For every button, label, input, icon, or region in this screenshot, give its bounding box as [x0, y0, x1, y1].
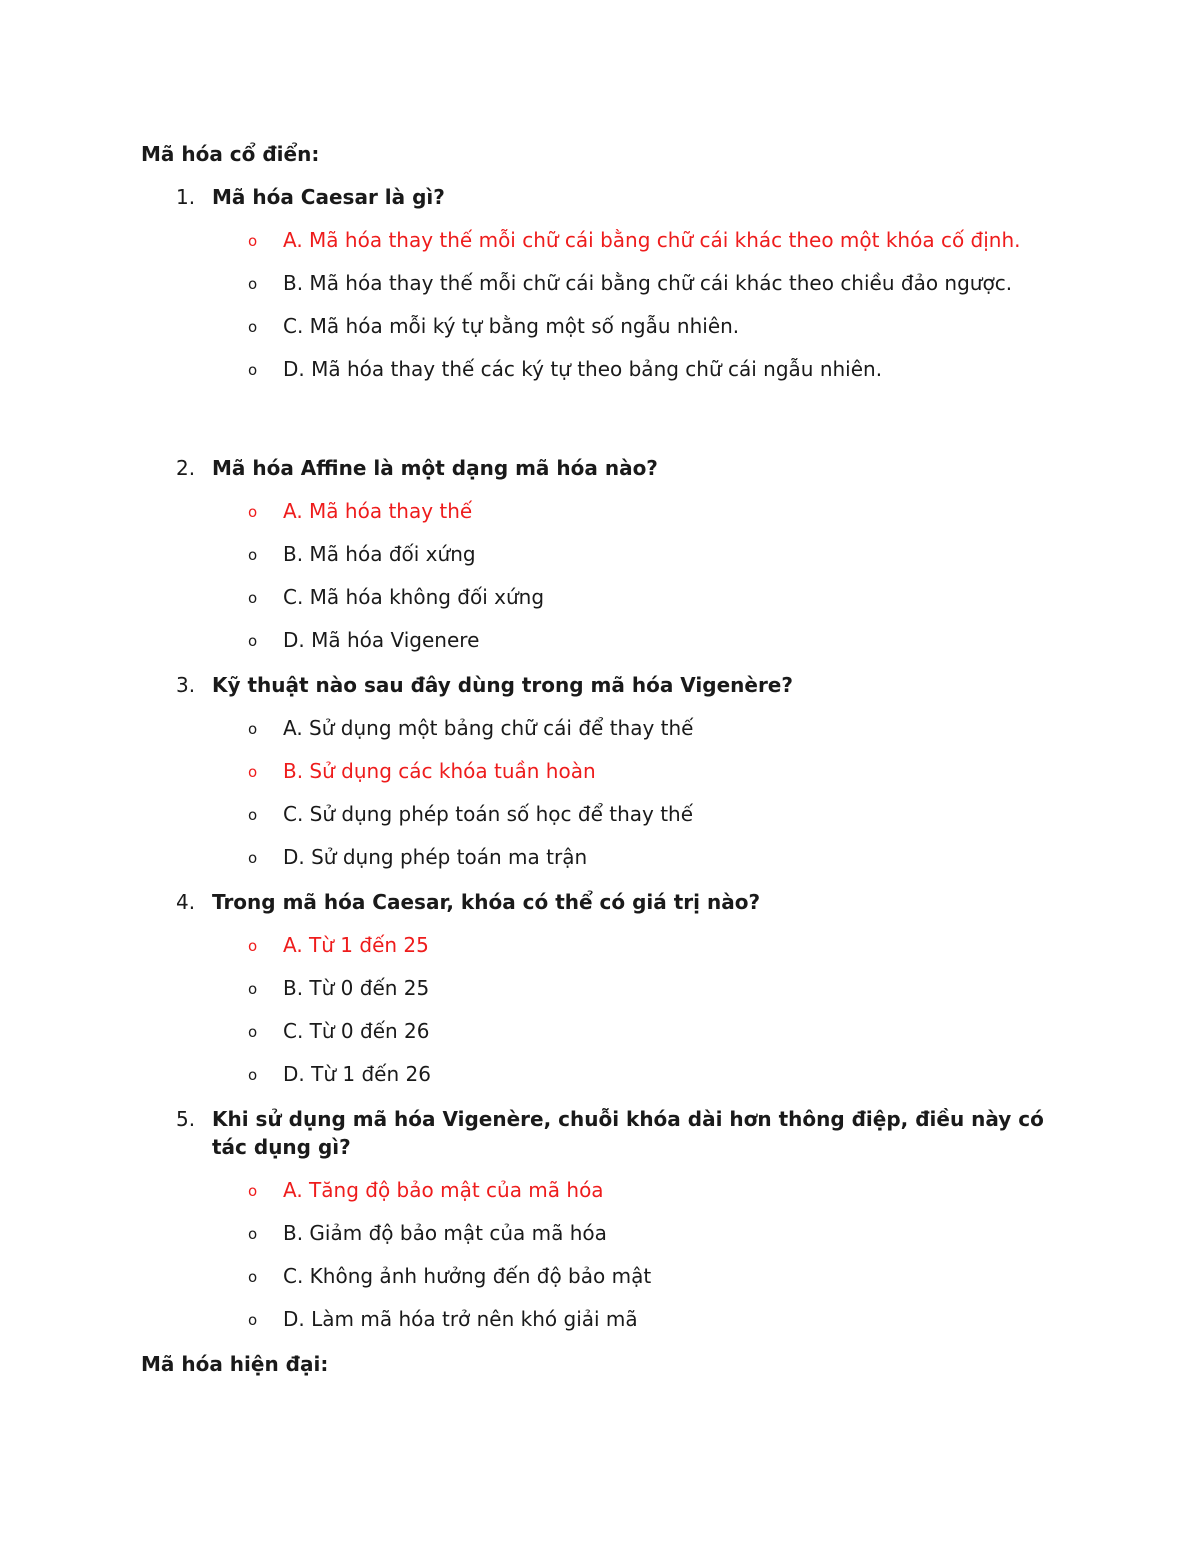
- option-list: [0, 497, 1200, 654]
- bullet-icon: o: [248, 1066, 258, 1084]
- bullet-icon: o: [248, 937, 258, 955]
- option-c: o C. Không ảnh hưởng đến độ bảo mật: [0, 1262, 1200, 1290]
- bullet-icon: o: [248, 361, 258, 379]
- question-3: [0, 671, 1200, 871]
- option-a: o A. Tăng độ bảo mật của mã hóa: [0, 1176, 1200, 1204]
- bullet-icon: o: [248, 1311, 258, 1329]
- option-b: o B. Mã hóa đối xứng: [0, 540, 1200, 568]
- option-b: o B. Mã hóa thay thế mỗi chữ cái bằng chữ cái khác theo chiều đảo ngược.: [0, 269, 1200, 297]
- bullet-icon: o: [248, 849, 258, 867]
- option-list: [0, 1176, 1200, 1333]
- question-text: 2. Mã hóa Affine là một dạng mã hóa nào?: [176, 456, 658, 480]
- question-number: 3.: [176, 673, 196, 697]
- option-a: o A. Từ 1 đến 25: [0, 931, 1200, 959]
- option-b: o B. Sử dụng các khóa tuần hoàn: [0, 757, 1200, 785]
- option-c: o C. Mã hóa không đối xứng: [0, 583, 1200, 611]
- option-c: o C. Sử dụng phép toán số học để thay thế: [0, 800, 1200, 828]
- question-text: 3. Kỹ thuật nào sau đây dùng trong mã hóa Vigenère?: [176, 673, 793, 697]
- bullet-icon: o: [248, 1268, 258, 1286]
- question-number: 2.: [176, 456, 196, 480]
- section-heading-modern: Mã hóa hiện đại:: [141, 1352, 329, 1376]
- option-c: o C. Từ 0 đến 26: [0, 1017, 1200, 1045]
- bullet-icon: o: [248, 806, 258, 824]
- question-5: [0, 1105, 1200, 1333]
- bullet-icon: o: [248, 275, 258, 293]
- option-c: o C. Mã hóa mỗi ký tự bằng một số ngẫu nhiên.: [0, 312, 1200, 340]
- option-list: [0, 931, 1200, 1088]
- bullet-icon: o: [248, 546, 258, 564]
- section-heading-classic: Mã hóa cổ điển:: [141, 142, 320, 166]
- question-number: 5.: [176, 1107, 196, 1131]
- option-a: o A. Sử dụng một bảng chữ cái để thay thế: [0, 714, 1200, 742]
- bullet-icon: o: [248, 318, 258, 336]
- bullet-icon: o: [248, 503, 258, 521]
- option-d: o D. Từ 1 đến 26: [0, 1060, 1200, 1088]
- option-d: o D. Mã hóa thay thế các ký tự theo bảng chữ cái ngẫu nhiên.: [0, 355, 1200, 383]
- option-b: o B. Từ 0 đến 25: [0, 974, 1200, 1002]
- question-1: [0, 183, 1200, 383]
- question-text: 4. Trong mã hóa Caesar, khóa có thể có giá trị nào?: [176, 890, 761, 914]
- question-number: 1.: [176, 185, 196, 209]
- bullet-icon: o: [248, 1023, 258, 1041]
- bullet-icon: o: [248, 232, 258, 250]
- option-list: [0, 226, 1200, 383]
- option-d: o D. Làm mã hóa trở nên khó giải mã: [0, 1305, 1200, 1333]
- bullet-icon: o: [248, 763, 258, 781]
- option-a: o A. Mã hóa thay thế: [0, 497, 1200, 525]
- bullet-icon: o: [248, 720, 258, 738]
- option-list: [0, 714, 1200, 871]
- option-d: o D. Sử dụng phép toán ma trận: [0, 843, 1200, 871]
- bullet-icon: o: [248, 632, 258, 650]
- question-text: 1. Mã hóa Caesar là gì?: [176, 185, 445, 209]
- question-4: [0, 888, 1200, 1088]
- bullet-icon: o: [248, 589, 258, 607]
- question-2: [0, 454, 1200, 654]
- question-number: 4.: [176, 890, 196, 914]
- option-b: o B. Giảm độ bảo mật của mã hóa: [0, 1219, 1200, 1247]
- bullet-icon: o: [248, 1182, 258, 1200]
- option-a: o A. Mã hóa thay thế mỗi chữ cái bằng chữ cái khác theo một khóa cố định.: [0, 226, 1200, 254]
- question-text: 5. Khi sử dụng mã hóa Vigenère, chuỗi khóa dài hơn thông điệp, điều này có tác dụng gì?: [176, 1107, 1044, 1159]
- bullet-icon: o: [248, 1225, 258, 1243]
- bullet-icon: o: [248, 980, 258, 998]
- option-d: o D. Mã hóa Vigenere: [0, 626, 1200, 654]
